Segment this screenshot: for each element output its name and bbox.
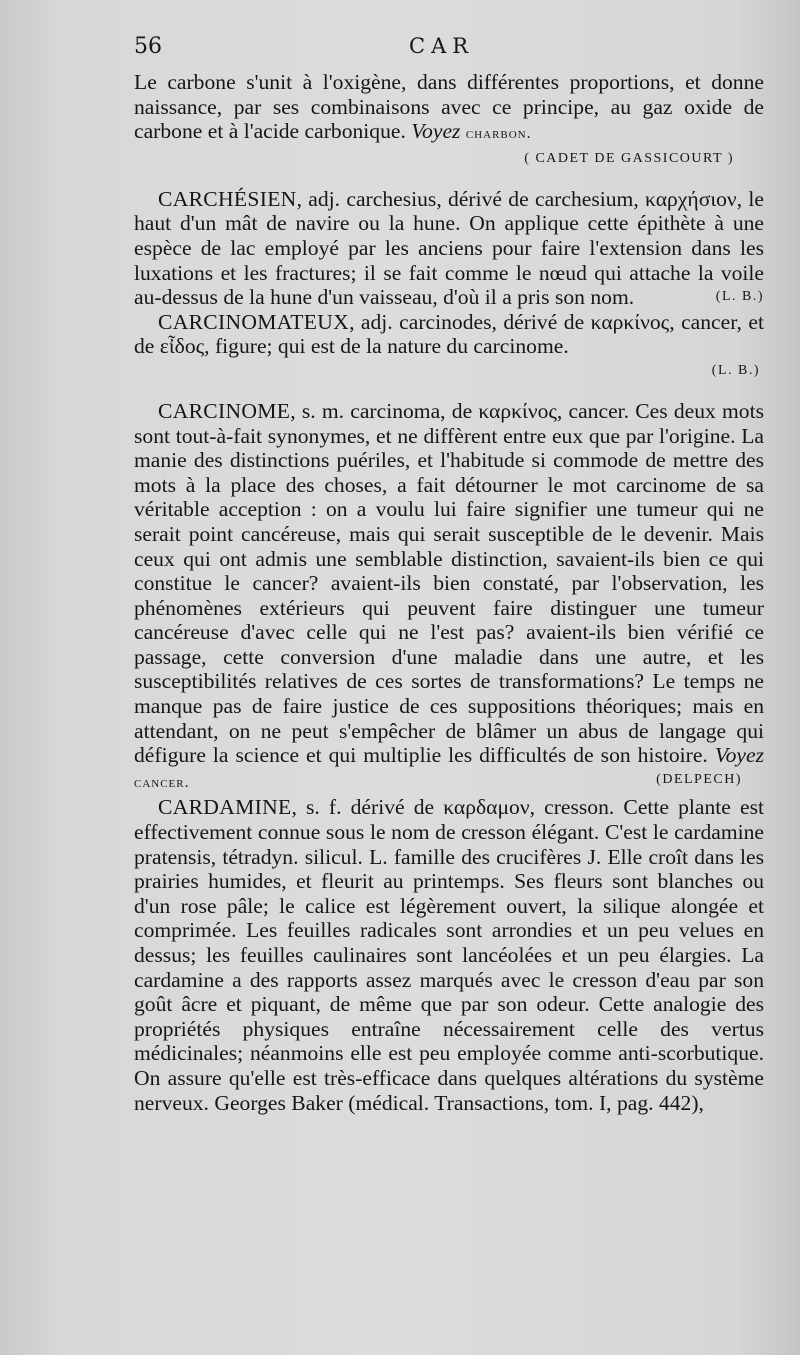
voyez-label: Voyez xyxy=(714,743,764,768)
page-number: 56 xyxy=(134,34,162,59)
entry-headword: CARCHÉSIEN xyxy=(158,186,297,211)
voyez-label: Voyez xyxy=(411,119,461,144)
entry-headword: CARDAMINE xyxy=(158,795,292,820)
cross-reference: charbon. xyxy=(465,125,532,143)
entry-headword: CARCINOME xyxy=(158,398,291,423)
entry-carcinome xyxy=(134,399,764,796)
intro-text: Le carbone s'unit à l'oxigène, dans différentes proportions, et donne naissance, par ses combinaisons avec ce principe, au gaz oxide de carbone et à l'acide carbonique. xyxy=(134,70,764,144)
intro-paragraph xyxy=(134,70,764,147)
entry-carchesien xyxy=(134,187,764,310)
entry-signature: (L. B.) xyxy=(715,289,764,305)
entry-body: , s. m. carcinoma, de καρκίνος, cancer. Ces deux mots sont tout-à-fait synonymes, et ne diffèrent entre eux que par l'origine. La manie des distinctions puériles, et l'habitude si commode de mettre des mots à la place des choses, a fait détourner le mot carcinome de sa véritable acception : on a voulu lui faire signifier une tumeur qui ne serait point cancéreuse, mais qui serait susceptible de le devenir. Mais ceux qui ont admis une semblable distinction, savaient-ils bien ce qui constitue le cancer? avaient-ils bien constaté, par l'observation, les phénomènes extérieurs qui peuvent faire distinguer une tumeur cancéreuse d'avec celle qui ne l'est pas? avaient-ils bien vérifié ce passage, cette conversion d'une maladie dans une autre, et les susceptibilités relatives de ces sortes de transformations? Le temps ne manque pas de faire justice de ces suppositions théoriques; mais en attendant, on ne peut s'empêcher de blâmer un abus de langage qui défigure la science et qui multiplie les difficultés de son histoire. xyxy=(134,398,764,768)
entry-signature: (L. B.) xyxy=(711,362,760,378)
entry-body: , adj. carcinodes, dérivé de καρκίνος, cancer, et de εἶδος, figure; qui est de la nature du carcinome. xyxy=(134,309,764,359)
running-head: CAR xyxy=(409,34,475,58)
entry-cardamine xyxy=(134,795,764,1115)
cross-reference: cancer. xyxy=(134,773,190,791)
entry-body: , adj. carchesius, dérivé de carchesium, καρχήσιον, le haut d'un mât de navire ou la hune. On applique cette épithète à une espèce de lac employé par les anciens pour faire l'extension dans les luxations et les fractures; il se fait comme le nœud qui attache la voile au-dessus de la hune d'un vaisseau, d'où il a pris son nom. xyxy=(134,186,764,310)
entry-body: , s. f. dérivé de καρδαμον, cresson. Cette plante est effectivement connue sous le nom de cresson élégant. C'est le cardamine pratensis, tétradyn. silicul. L. famille des crucifères J. Elle croît dans les prairies humides, et fleurit au printemps. Ses fleurs sont blanches ou d'un rose pâle; le calice est légèrement ouvert, la silique alongée et comprimée. Les feuilles radicales sont arrondies et un peu velues en dessus; les feuilles caulinaires sont lancéolées et un peu élargies. La cardamine a des rapports assez marqués avec le cresson d'eau par son goût âcre et piquant, de même que par son odeur. Cette analogie des propriétés physiques entraîne nécessairement celle des vertus médicinales; néanmoins elle est peu employée comme anti-scorbutique. On assure qu'elle est très-efficace dans quelques altérations du système nerveux. Georges Baker (médical. Transactions, tom. I, pag. 442), xyxy=(134,795,764,1115)
intro-signature: ( CADET DE GASSICOURT ) xyxy=(524,150,734,166)
entry-carcinomateux xyxy=(134,310,764,359)
page-header xyxy=(134,34,764,70)
entry-signature: (DELPECH) xyxy=(656,771,742,787)
page-text xyxy=(134,70,764,1115)
entry-headword: CARCINOMATEUX xyxy=(158,309,350,334)
